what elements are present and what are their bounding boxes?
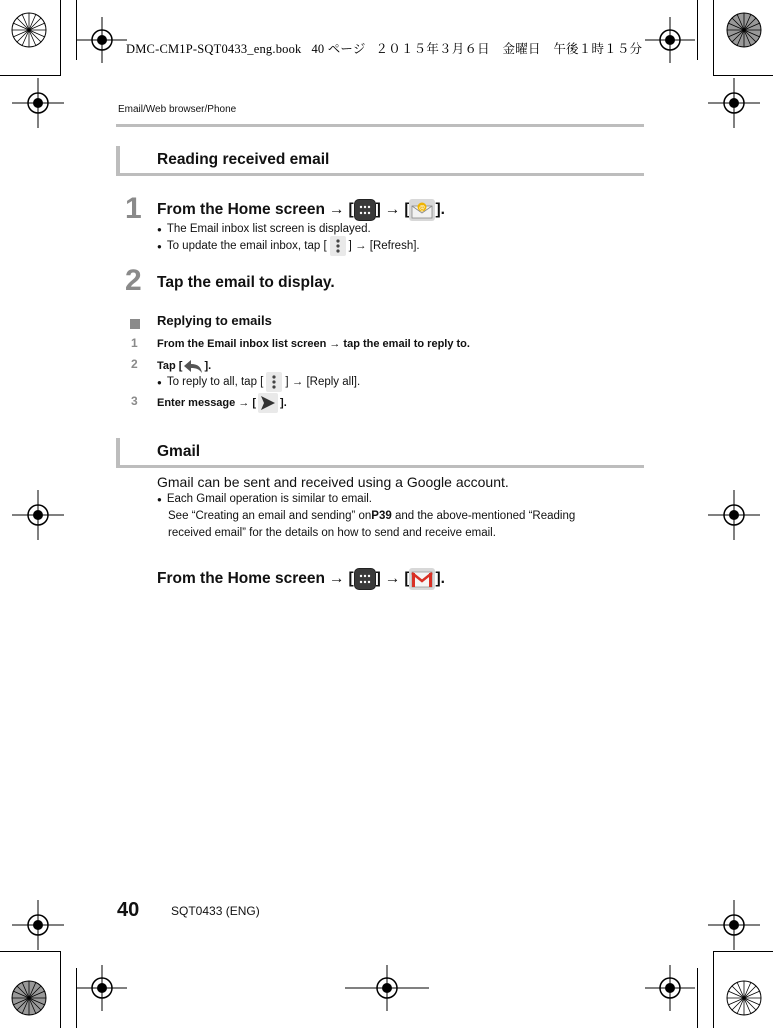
sub-step-text-before: Tap [ [157, 360, 183, 372]
step-1-prefix: From the Home screen [157, 201, 325, 218]
step-1-title [157, 198, 445, 222]
bracket: [ [348, 201, 354, 218]
sub-step-text-after: ]. [280, 397, 287, 409]
crop-line [697, 968, 698, 1028]
heading-reading-title: Reading received email [157, 151, 330, 168]
sub-step-text: From the Email inbox list screen → tap the email to reply to. [157, 338, 470, 350]
print-date: ２０１５年３月６日 金曜日 午後１時１５分 [375, 42, 643, 56]
bullet-text: Each Gmail operation is similar to email. [166, 493, 373, 505]
crop-line [713, 0, 714, 76]
sub-step-text [157, 392, 287, 414]
step-number: 1 [125, 192, 142, 225]
bullet-item [157, 492, 372, 506]
bullet-text: The Email inbox list screen is displayed. [166, 223, 371, 235]
arrow: → [328, 201, 345, 218]
menu-dots-icon [330, 236, 346, 256]
sub-step-number: 2 [131, 357, 138, 371]
bullet-dot-icon: ● [157, 377, 162, 387]
bracket: ]. [435, 201, 445, 218]
apps-grid-icon [354, 199, 376, 221]
print-page-label: 40 ページ [311, 42, 366, 56]
bracket: [ [348, 570, 354, 587]
heading-gmail-title: Gmail [157, 443, 201, 460]
bracket: [ [404, 201, 410, 218]
arrow: → [328, 570, 345, 587]
gmail-intro: Gmail can be sent and received using a Google account. [157, 474, 509, 490]
registration-mark-icon [645, 17, 695, 63]
sub-step-text-before: Enter message → [ [157, 397, 257, 409]
svg-text:@: @ [419, 205, 426, 212]
registration-mark-icon [345, 965, 429, 1011]
gmail-home-prefix: From the Home screen [157, 570, 325, 587]
see-reference-line-2: received email” for the details on how to send and receive email. [168, 527, 496, 539]
page-number: 40 [117, 899, 140, 921]
bullet-text-tail: ] → [Reply all]. [285, 376, 361, 388]
step-2-title: Tap the email to display. [157, 274, 335, 291]
crop-line [713, 951, 773, 952]
bullet-item [157, 372, 360, 392]
replying-title: Replying to emails [157, 313, 272, 328]
email-app-icon [409, 199, 435, 221]
menu-dots-icon [266, 372, 282, 392]
send-icon [258, 393, 278, 413]
registration-mark-icon [77, 17, 127, 63]
registration-mark-icon [708, 900, 760, 950]
bullet-item [157, 222, 371, 236]
bracket: ]. [435, 570, 445, 587]
arrow: → [384, 201, 401, 218]
starburst-mark-icon [726, 12, 762, 48]
registration-mark-icon [708, 78, 760, 128]
crop-line [697, 0, 698, 60]
bullet-dot-icon: ● [157, 494, 162, 504]
registration-mark-icon [708, 490, 760, 540]
bracket: [ [404, 570, 410, 587]
print-header [126, 39, 642, 57]
registration-mark-icon [12, 490, 64, 540]
registration-mark-icon [12, 900, 64, 950]
see-reference-line [168, 509, 575, 523]
sub-step-number: 1 [131, 336, 138, 350]
bullet-dot-icon: ● [157, 241, 162, 251]
see-text-before: See “Creating an email and sending” on [168, 510, 372, 522]
page-reference-link[interactable]: P39 [371, 510, 392, 522]
registration-mark-icon [12, 78, 64, 128]
arrow: → [384, 570, 401, 587]
bullet-text: To reply to all, tap [ [166, 376, 264, 388]
square-bullet [130, 316, 140, 334]
see-text-after: and the above-mentioned “Reading [391, 510, 576, 522]
document-code: SQT0433 (ENG) [171, 904, 260, 918]
crop-line [713, 951, 714, 1028]
sub-step-number: 3 [131, 394, 138, 408]
starburst-mark-icon [11, 12, 47, 48]
sub-step-text-after: ]. [204, 360, 212, 372]
bracket: ] [375, 570, 381, 587]
apps-grid-icon [354, 568, 376, 590]
registration-mark-icon [645, 965, 695, 1011]
gmail-home-instruction [157, 567, 445, 591]
print-filename: DMC-CM1P-SQT0433_eng.book [126, 42, 302, 56]
bracket: ] [375, 201, 381, 218]
gmail-app-icon [409, 568, 435, 590]
bullet-item [157, 236, 420, 256]
section-label: Email/Web browser/Phone [118, 104, 237, 115]
crop-line [60, 951, 61, 1028]
starburst-mark-icon [11, 980, 47, 1016]
top-rule [116, 124, 644, 127]
crop-line [0, 951, 61, 952]
crop-line [0, 75, 61, 76]
bullet-dot-icon: ● [157, 224, 162, 234]
starburst-mark-icon [726, 980, 762, 1016]
crop-line [713, 75, 773, 76]
bullet-text: To update the email inbox, tap [ [166, 240, 327, 252]
step-number: 2 [125, 264, 142, 297]
bullet-text-tail: ] → [Refresh]. [348, 240, 420, 252]
registration-mark-icon [77, 965, 127, 1011]
crop-line [60, 0, 61, 76]
